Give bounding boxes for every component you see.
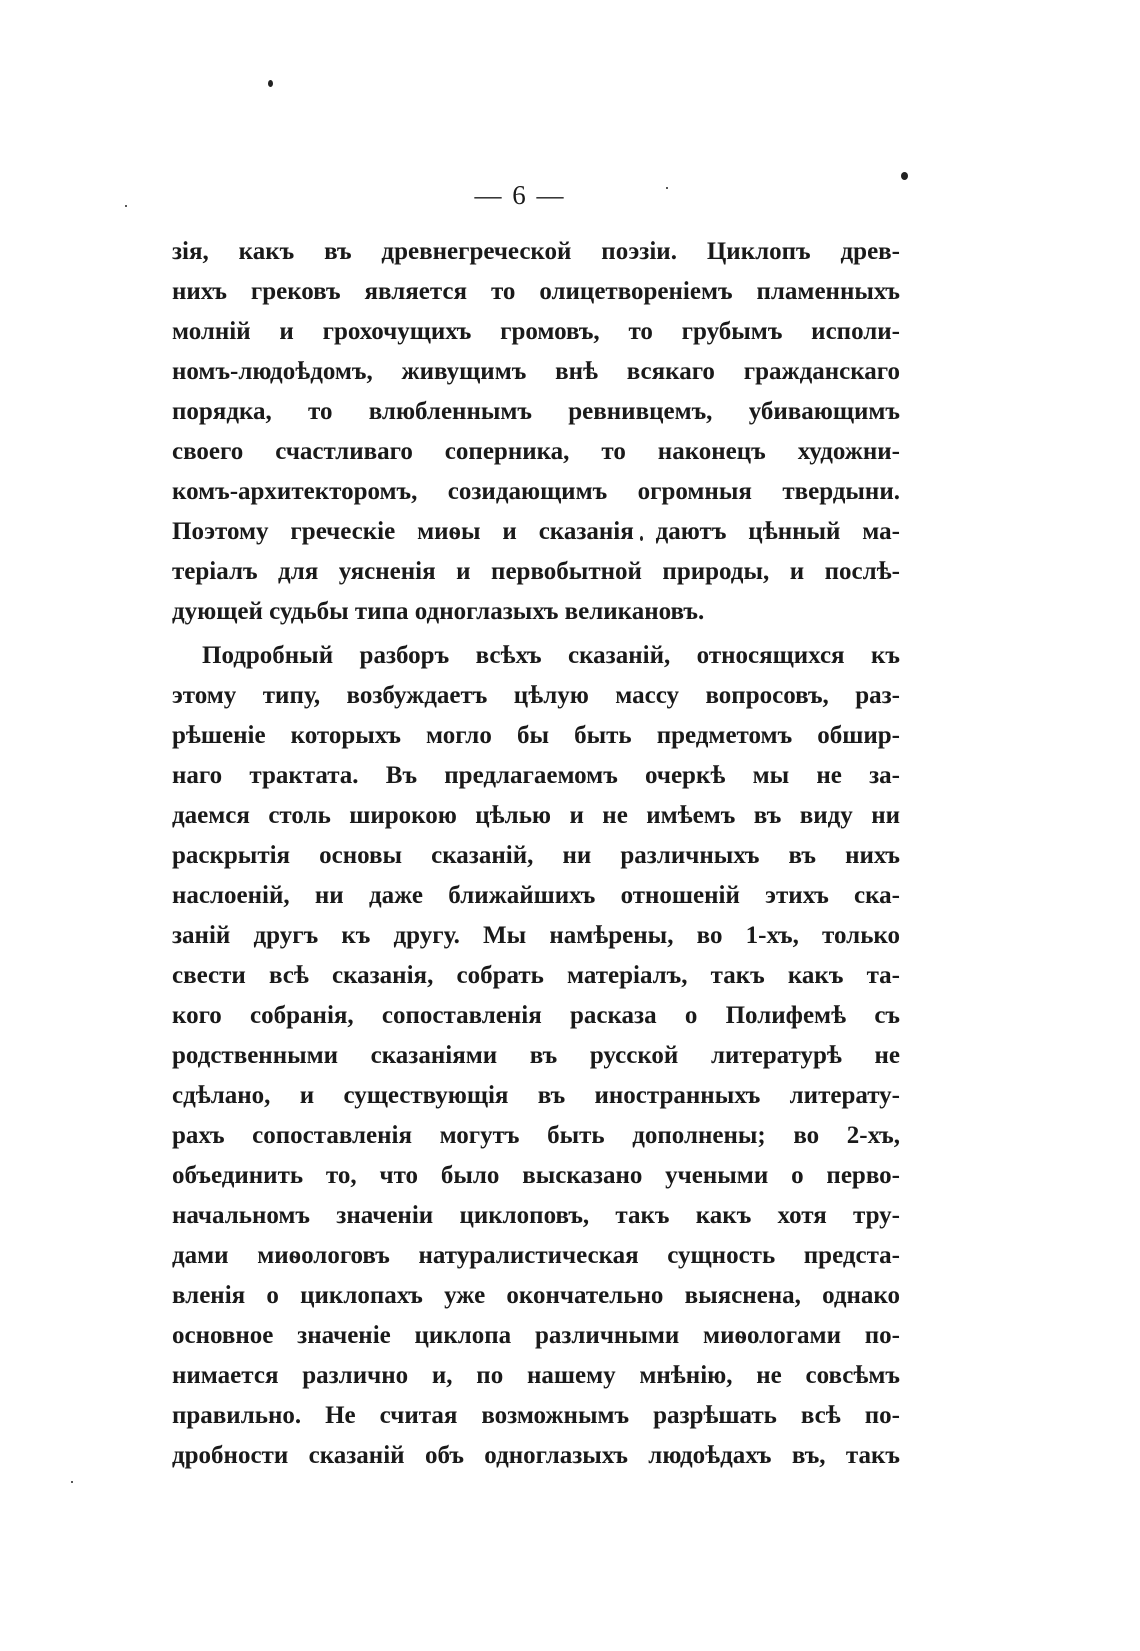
text-line: Поэтому греческіе миѳы и сказанія даютъ цѣнный ма- <box>172 518 900 545</box>
text-line: рахъ сопоставленія могутъ быть дополнены; во 2-хъ, <box>172 1122 900 1149</box>
text-line: свести всѣ сказанія, собрать матеріалъ, такъ какъ та- <box>172 962 900 989</box>
ink-speck <box>125 205 127 207</box>
text-line: заній другъ къ другу. Мы намѣрены, во 1-хъ, только <box>172 922 900 949</box>
text-line: номъ-людоѣдомъ, живущимъ внѣ всякаго гражданскаго <box>172 358 900 385</box>
text-line: дами миѳологовъ натуралистическая сущность предста- <box>172 1242 900 1269</box>
text-line: кого собранія, сопоставленія расказа о Полифемѣ съ <box>172 1002 900 1029</box>
text-line: теріалъ для уясненія и первобытной природы, и послѣ- <box>172 558 900 585</box>
text-line: начальномъ значеніи циклоповъ, такъ какъ хотя тру- <box>172 1202 900 1229</box>
text-line: сдѣлано, и существующія въ иностранныхъ литерату- <box>172 1082 900 1109</box>
ink-speck <box>666 187 668 189</box>
text-line: раскрытія основы сказаній, ни различныхъ въ нихъ <box>172 842 900 869</box>
text-line: даемся столь широкою цѣлью и не имѣемъ въ виду ни <box>172 802 900 829</box>
body-text <box>172 232 900 1476</box>
paragraph-2 <box>172 636 900 1476</box>
text-line: нимается различно и, по нашему мнѣнію, не совсѣмъ <box>172 1362 900 1389</box>
text-line: правильно. Не считая возможнымъ разрѣшать всѣ по- <box>172 1402 900 1429</box>
text-line: Подробный разборъ всѣхъ сказаній, относящихся къ <box>202 642 900 669</box>
text-line: рѣшеніе которыхъ могло бы быть предметомъ обшир- <box>172 722 900 749</box>
text-line: молній и грохочущихъ громовъ, то грубымъ исполи- <box>172 318 900 345</box>
ink-speck <box>268 80 273 87</box>
ink-speck <box>71 1481 73 1483</box>
text-line: порядка, то влюбленнымъ ревнивцемъ, убивающимъ <box>172 398 900 425</box>
text-line: дробности сказаній объ одноглазыхъ людоѣдахъ въ, такъ <box>172 1442 900 1469</box>
text-line: зія, какъ въ древнегреческой поэзіи. Циклопъ древ- <box>172 238 900 265</box>
paragraph-1 <box>172 232 900 632</box>
text-line: своего счастливаго соперника, то наконецъ художни- <box>172 438 900 465</box>
text-line: комъ-архитекторомъ, созидающимъ огромныя твердыни. <box>172 478 900 505</box>
text-line: дующей судьбы типа одноглазыхъ великановъ. <box>172 598 705 625</box>
text-line: родственными сказаніями въ русской литературѣ не <box>172 1042 900 1069</box>
page-number: — 6 — <box>474 180 566 210</box>
text-line: нихъ грековъ является то олицетвореніемъ пламенныхъ <box>172 278 900 305</box>
text-line: наго трактата. Въ предлагаемомъ очеркѣ мы не за- <box>172 762 900 789</box>
text-line: этому типу, возбуждаетъ цѣлую массу вопросовъ, раз- <box>172 682 900 709</box>
text-line: наслоеній, ни даже ближайшихъ отношеній этихъ ска- <box>172 882 900 909</box>
text-line: вленія о циклопахъ уже окончательно выяснена, однако <box>172 1282 900 1309</box>
text-line: объединить то, что было высказано учеными о перво- <box>172 1162 900 1189</box>
ink-speck <box>901 172 908 180</box>
text-line: основное значеніе циклопа различными миѳологами по- <box>172 1322 900 1349</box>
